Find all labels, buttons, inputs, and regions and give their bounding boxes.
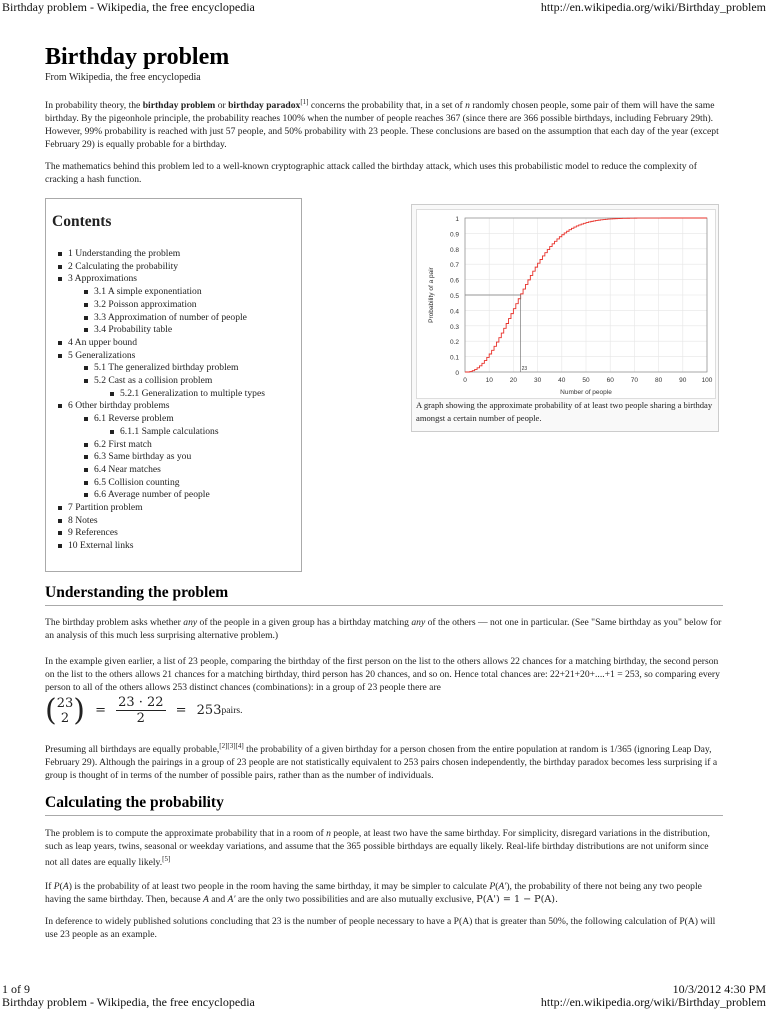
section1-paragraph-3: Presuming all birthdays are equally probable,[2][3][4] the probability of a given birthday for a person chosen from the entire population at random is 1/365 (ignoring Leap Day, February 29). Although the pairings in a group of 23 people are not statistically equivalent to 253 pairs chosen independently, the birthday paradox becomes less surprising if a group is thought of in terms of the number of possible pairs, rather than as the number of individuals.: [45, 742, 718, 782]
x-tick-label: 70: [630, 377, 639, 384]
y-axis-label: Probability of a pair: [428, 267, 435, 323]
y-tick-label: 1: [455, 216, 459, 223]
toc-item[interactable]: 6.4 Near matches: [68, 464, 265, 477]
toc-item[interactable]: 6.2 First match: [68, 439, 265, 452]
y-tick-label: 0.6: [449, 277, 459, 285]
section2-paragraph-2: If P(A) is the probability of at least two people in the room having the same birthday, it may be simpler to calculate P(A'), the probability of there not being any two people having the same birthday. Then, because A and A' are the only two possibilities and are also mutually exclusive, P(A') = 1 − P(A).: [45, 881, 702, 905]
y-tick-label: 0.9: [449, 231, 459, 239]
x-tick-label: 50: [582, 377, 590, 384]
header-title: Birthday problem - Wikipedia, the free encyclopedia: [2, 0, 255, 14]
toc-item[interactable]: 3.1 A simple exponentiation: [68, 286, 265, 299]
toc-title: Contents: [52, 213, 112, 230]
x-tick-label: 100: [701, 377, 713, 384]
section-heading-understanding: Understanding the problem: [45, 584, 229, 601]
toc-item[interactable]: 6 Other birthday problems: [68, 400, 265, 413]
y-tick-label: 0.8: [449, 246, 459, 254]
ref-1[interactable]: [1]: [300, 98, 309, 106]
header-url[interactable]: http://en.wikipedia.org/wiki/Birthday_problem: [540, 0, 766, 14]
toc-item[interactable]: 6.5 Collision counting: [68, 477, 265, 490]
toc-item[interactable]: 8 Notes: [68, 515, 265, 528]
page-count: 1 of 9: [2, 982, 30, 996]
section1-paragraph-1: The birthday problem asks whether any of the people in a given group has a birthday matching any of the others — not one in particular. (See "Same birthday as you" below for an analysis of this much less surprising alternative problem.): [45, 617, 722, 641]
ref-5[interactable]: [5]: [162, 855, 171, 863]
toc-item[interactable]: 4 An upper bound: [68, 337, 265, 350]
term-birthday-paradox: birthday paradox: [228, 100, 301, 112]
page-subtitle: From Wikipedia, the free encyclopedia: [45, 72, 201, 83]
binomial-coefficient: ( 23 2 ): [45, 693, 85, 728]
term-birthday-problem: birthday problem: [142, 100, 216, 112]
toc-item[interactable]: 9 References: [68, 527, 265, 540]
refs-2-3-4[interactable]: [2][3][4]: [219, 742, 244, 750]
toc-item[interactable]: 3 Approximations: [68, 273, 265, 286]
toc-item[interactable]: 5.1 The generalized birthday problem: [68, 362, 265, 375]
binomial-formula: ( 23 2 ) = $\frac{23 \cdot 22}{2}$ = 253pairs.: [45, 693, 243, 728]
section-divider: [45, 815, 723, 816]
section-divider: [45, 605, 723, 606]
x-tick-label: 0: [463, 377, 467, 384]
figure-caption: A graph showing the approximate probability of at least two people sharing a birthday amongst a certain number of people.: [416, 400, 713, 423]
y-tick-label: 0.3: [449, 323, 459, 331]
y-tick-label: 0: [455, 370, 459, 377]
x-tick-label: 90: [679, 377, 687, 384]
toc-item[interactable]: 3.2 Poisson approximation: [68, 299, 265, 312]
y-tick-label: 0.7: [449, 262, 459, 270]
footer-url[interactable]: http://en.wikipedia.org/wiki/Birthday_problem: [540, 995, 766, 1009]
section1-paragraph-2: In the example given earlier, a list of 23 people, comparing the birthday of the first person on the list to the others allows 22 chances for a matching birthday, the second person on the list to the others allows 21 chances for a matching birthday, third person has 20 chances, and so on. Hence total chances are: 22+21+20+....+1 = 253, so comparing every person to all of the others allows 253 distinct chances (combinations): in a group of 23 people there are: [45, 656, 720, 693]
section-heading-calculating: Calculating the probability: [45, 794, 224, 811]
toc-item[interactable]: 6.3 Same birthday as you: [68, 451, 265, 464]
x-tick-label: 10: [485, 377, 493, 384]
y-tick-label: 0.1: [449, 354, 459, 362]
table-of-contents: [45, 198, 302, 572]
toc-list: [68, 248, 265, 553]
x-tick-label: 20: [509, 377, 518, 384]
toc-item[interactable]: 7 Partition problem: [68, 502, 265, 515]
y-tick-label: 0.4: [449, 308, 459, 316]
x-tick-label: 40: [558, 377, 566, 384]
toc-item[interactable]: 3.3 Approximation of number of people: [68, 312, 265, 325]
y-tick-label: 0.5: [449, 293, 459, 300]
chart-container[interactable]: [416, 209, 716, 399]
toc-item[interactable]: 6.1.1 Sample calculations: [68, 426, 265, 439]
x-tick-label: 30: [533, 377, 542, 384]
toc-item[interactable]: 1 Understanding the problem: [68, 248, 265, 261]
intro-paragraph-1: In probability theory, the birthday problem or birthday paradox[1] concerns the probability that, in a set of n randomly chosen people, some pair of them will have the same birthday. By the pigeonhole principle, the probability reaches 100% when the number of people reaches 367 (since there are 366 possible birthdays, including February 29th). However, 99% probability is reached with just 57 people, and 50% probability with 23 people. These conclusions are based on the assumption that each day of the year (except February 29) is equally probable for a birthday.: [45, 98, 719, 151]
intro-paragraph-2: The mathematics behind this problem led to a well-known cryptographic attack called the birthday attack, which uses this probabilistic model to reduce the complexity of cracking a hash function.: [45, 161, 697, 185]
toc-item[interactable]: 5.2.1 Generalization to multiple types: [68, 388, 265, 401]
toc-item[interactable]: 6.1 Reverse problem: [68, 413, 265, 426]
marker-label: 23: [521, 366, 528, 372]
section2-paragraph-3: In deference to widely published solutions concluding that 23 is the number of people necessary to have a P(A) that is greater than 50%, the following calculation of P(A) will use 23 people as an example.: [45, 916, 716, 940]
page-title: Birthday problem: [45, 44, 230, 70]
footer-title: Birthday problem - Wikipedia, the free encyclopedia: [2, 995, 255, 1009]
y-tick-label: 0.2: [449, 339, 459, 347]
toc-item[interactable]: 2 Calculating the probability: [68, 261, 265, 274]
x-axis-label: Number of people: [560, 389, 612, 396]
x-tick-label: 80: [654, 377, 663, 384]
probability-chart: [417, 210, 715, 398]
x-tick-label: 60: [606, 377, 614, 384]
toc-item[interactable]: 3.4 Probability table: [68, 324, 265, 337]
toc-item[interactable]: 10 External links: [68, 540, 265, 553]
toc-item[interactable]: 6.6 Average number of people: [68, 489, 265, 502]
toc-item[interactable]: 5.2 Cast as a collision problem: [68, 375, 265, 388]
section2-paragraph-1: The problem is to compute the approximate probability that in a room of n people, at least two have the same birthday. For simplicity, disregard variations in the distribution, such as leap years, twins, seasonal or weekday variations, and assume that the 365 possible birthdays are equally likely. Real-life birthday distributions are not uniform since not all dates are equally likely.[5]: [45, 828, 710, 869]
fraction: $\frac{23 \cdot 22}{2}$: [118, 695, 164, 726]
toc-item[interactable]: 5 Generalizations: [68, 350, 265, 363]
figure-thumbnail: [411, 204, 719, 432]
print-datetime: 10/3/2012 4:30 PM: [672, 982, 766, 996]
